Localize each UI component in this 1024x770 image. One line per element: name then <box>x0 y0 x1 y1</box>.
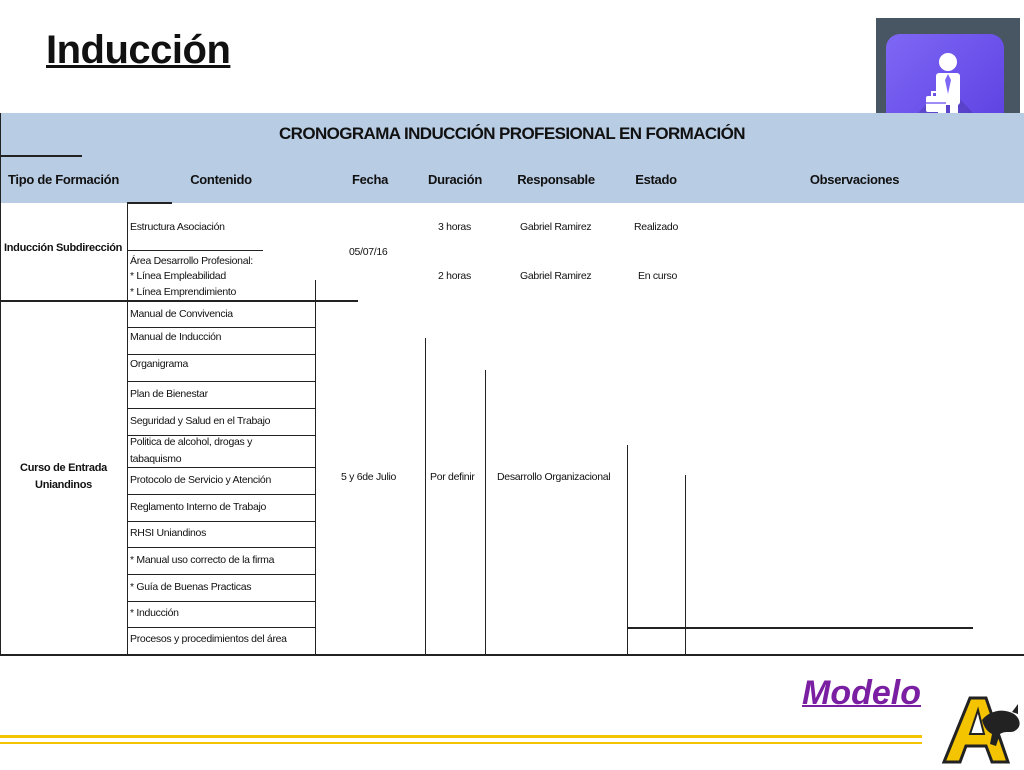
rule <box>0 300 358 302</box>
group1-row2-contenido: * Línea Empleabilidad <box>130 270 226 282</box>
rule <box>127 627 315 628</box>
list-item: * Inducción <box>130 607 179 619</box>
group1-tipo: Inducción Subdirección <box>4 242 123 254</box>
group1-row2-duracion: 2 horas <box>438 270 471 282</box>
group2-tipo: Uniandinos <box>35 479 92 491</box>
rule <box>127 408 315 409</box>
page-title: Inducción <box>46 28 231 72</box>
group1-row2-contenido: Área Desarrollo Profesional: <box>130 255 253 267</box>
group2-fecha: 5 y 6de Julio <box>341 471 397 483</box>
list-item: Plan de Bienestar <box>130 388 208 400</box>
border-col2 <box>315 280 316 655</box>
list-item: tabaquismo <box>130 453 182 465</box>
list-item: * Guía de Buenas Practicas <box>130 581 252 593</box>
col-fecha: Fecha <box>351 172 389 187</box>
university-logo <box>934 690 1024 765</box>
list-item: Procesos y procedimientos del área <box>130 633 287 645</box>
gold-rule <box>0 742 922 744</box>
group2-responsable: Desarrollo Organizacional <box>497 471 611 483</box>
border-col3 <box>425 338 426 655</box>
col-observaciones: Observaciones <box>809 172 900 187</box>
rule <box>127 547 315 548</box>
list-item: Manual de Convivencia <box>130 308 233 320</box>
col-contenido: Contenido <box>190 172 252 187</box>
rule <box>127 601 315 602</box>
list-item: Manual de Inducción <box>130 331 222 343</box>
rule <box>127 574 315 575</box>
list-item: Politica de alcohol, drogas y <box>130 436 253 448</box>
gold-rule <box>0 735 922 738</box>
group1-row2-estado: En curso <box>638 270 678 282</box>
modelo-link[interactable]: Modelo <box>802 674 921 712</box>
list-item: Protocolo de Servicio y Atención <box>130 474 271 486</box>
list-item: Organigrama <box>130 358 188 370</box>
list-item: * Manual uso correcto de la firma <box>130 554 275 566</box>
border-col4 <box>485 370 486 655</box>
rule <box>127 202 172 204</box>
group2-tipo: Curso de Entrada <box>20 462 107 474</box>
rule <box>0 155 82 157</box>
rule <box>127 250 263 251</box>
rule <box>127 327 315 328</box>
rule <box>127 521 315 522</box>
group1-row1-contenido: Estructura Asociación <box>130 221 225 233</box>
rule <box>127 494 315 495</box>
border-bottom <box>0 654 1024 656</box>
group1-row1-estado: Realizado <box>634 221 678 233</box>
col-duracion: Duración <box>428 172 482 187</box>
group1-row2-responsable: Gabriel Ramirez <box>520 270 592 282</box>
border-col5 <box>627 445 628 655</box>
group1-row1-responsable: Gabriel Ramirez <box>520 221 592 233</box>
list-item: RHSI Uniandinos <box>130 527 207 539</box>
group2-duracion: Por definir <box>430 471 475 483</box>
rule <box>627 627 973 629</box>
col-estado: Estado <box>635 172 677 187</box>
col-tipo: Tipo de Formación <box>8 172 119 187</box>
group1-row2-contenido: * Línea Emprendimiento <box>130 286 237 298</box>
col-responsable: Responsable <box>517 172 595 187</box>
list-item: Reglamento Interno de Trabajo <box>130 501 267 513</box>
border-col1 <box>127 203 128 655</box>
border-left <box>0 113 1 655</box>
rule <box>127 381 315 382</box>
group1-row1-duracion: 3 horas <box>438 221 471 233</box>
schedule-title: CRONOGRAMA INDUCCIÓN PROFESIONAL EN FORMACIÓN <box>278 124 745 143</box>
rule <box>127 467 315 468</box>
group1-fecha: 05/07/16 <box>349 246 388 258</box>
rule <box>127 354 315 355</box>
list-item: Seguridad y Salud en el Trabajo <box>130 415 271 427</box>
